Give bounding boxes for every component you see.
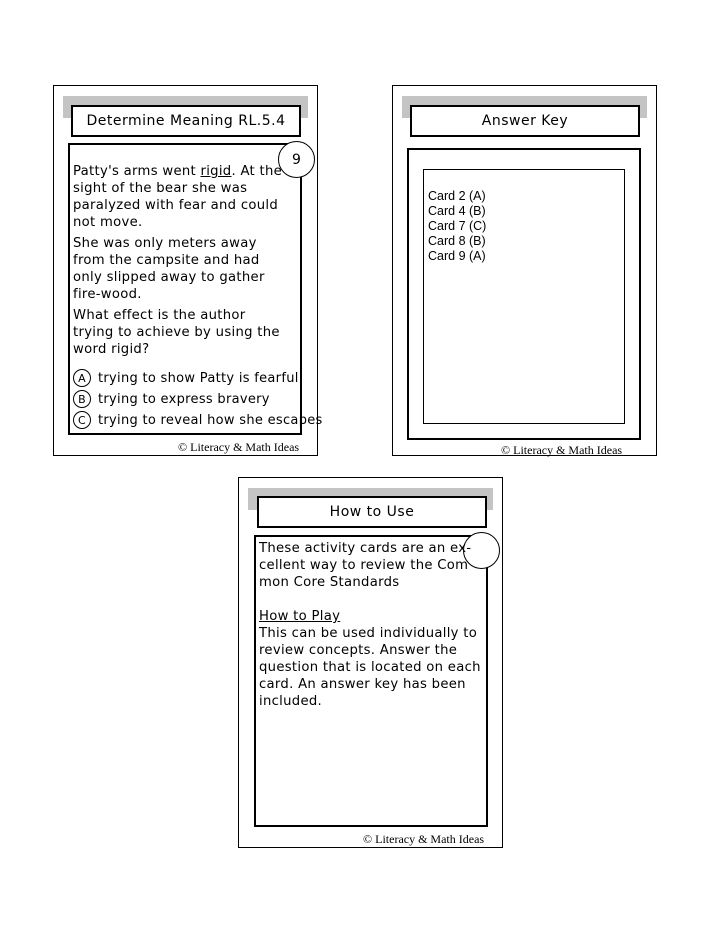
card-number-badge: 9 xyxy=(278,141,315,178)
how-to-play-heading: How to Play xyxy=(259,609,341,624)
body-line: question that is located on each xyxy=(259,660,481,675)
choice-a-circle: A xyxy=(73,369,91,387)
question-text: What effect is the author trying to achieve by using the word rigid? xyxy=(73,308,280,357)
how-to-use-text xyxy=(259,540,481,710)
intro-line: cellent way to review the Com xyxy=(259,558,469,573)
question-passage xyxy=(73,163,288,362)
intro-line: mon Core Standards xyxy=(259,575,400,590)
spacer xyxy=(259,591,481,608)
answer-list xyxy=(428,189,486,264)
body-line: card. An answer key has been xyxy=(259,677,466,692)
answer-item: Card 7 (C) xyxy=(428,219,487,233)
answer-item: Card 4 (B) xyxy=(428,204,486,218)
answer-key-title: Answer Key xyxy=(410,105,640,137)
answer-item: Card 9 (A) xyxy=(428,249,486,263)
answer-item: Card 8 (B) xyxy=(428,234,486,248)
choice-a-text: trying to show Patty is fearful xyxy=(98,370,299,386)
answer-item: Card 2 (A) xyxy=(428,189,486,203)
choice-b-circle: B xyxy=(73,390,91,408)
answer-choice-a[interactable] xyxy=(73,369,299,387)
how-to-use-title: How to Use xyxy=(257,496,487,528)
passage-paragraph-2: She was only meters away from the campsite and had only slipped away to gather fire-wood. xyxy=(73,236,265,302)
copyright-footer: © Literacy & Math Ideas xyxy=(178,440,300,454)
copyright-footer: © Literacy & Math Ideas xyxy=(501,443,623,457)
body-line: This can be used individually to xyxy=(259,626,478,641)
choice-c-circle: C xyxy=(73,411,91,429)
answer-choice-c[interactable] xyxy=(73,411,323,429)
vocab-word: rigid xyxy=(200,164,232,179)
question-card-title: Determine Meaning RL.5.4 xyxy=(71,105,301,137)
body-line: review concepts. Answer the xyxy=(259,643,458,658)
copyright-footer: © Literacy & Math Ideas xyxy=(363,832,485,846)
intro-line: These activity cards are an ex- xyxy=(259,541,472,556)
body-line: included. xyxy=(259,694,323,709)
passage-paragraph-1: Patty's arms went rigid. At the sight of the bear she was paralyzed with fear and could not move. xyxy=(73,164,283,230)
choice-c-text: trying to reveal how she escapes xyxy=(98,412,323,428)
choice-b-text: trying to express bravery xyxy=(98,391,270,407)
answer-choice-b[interactable] xyxy=(73,390,270,408)
